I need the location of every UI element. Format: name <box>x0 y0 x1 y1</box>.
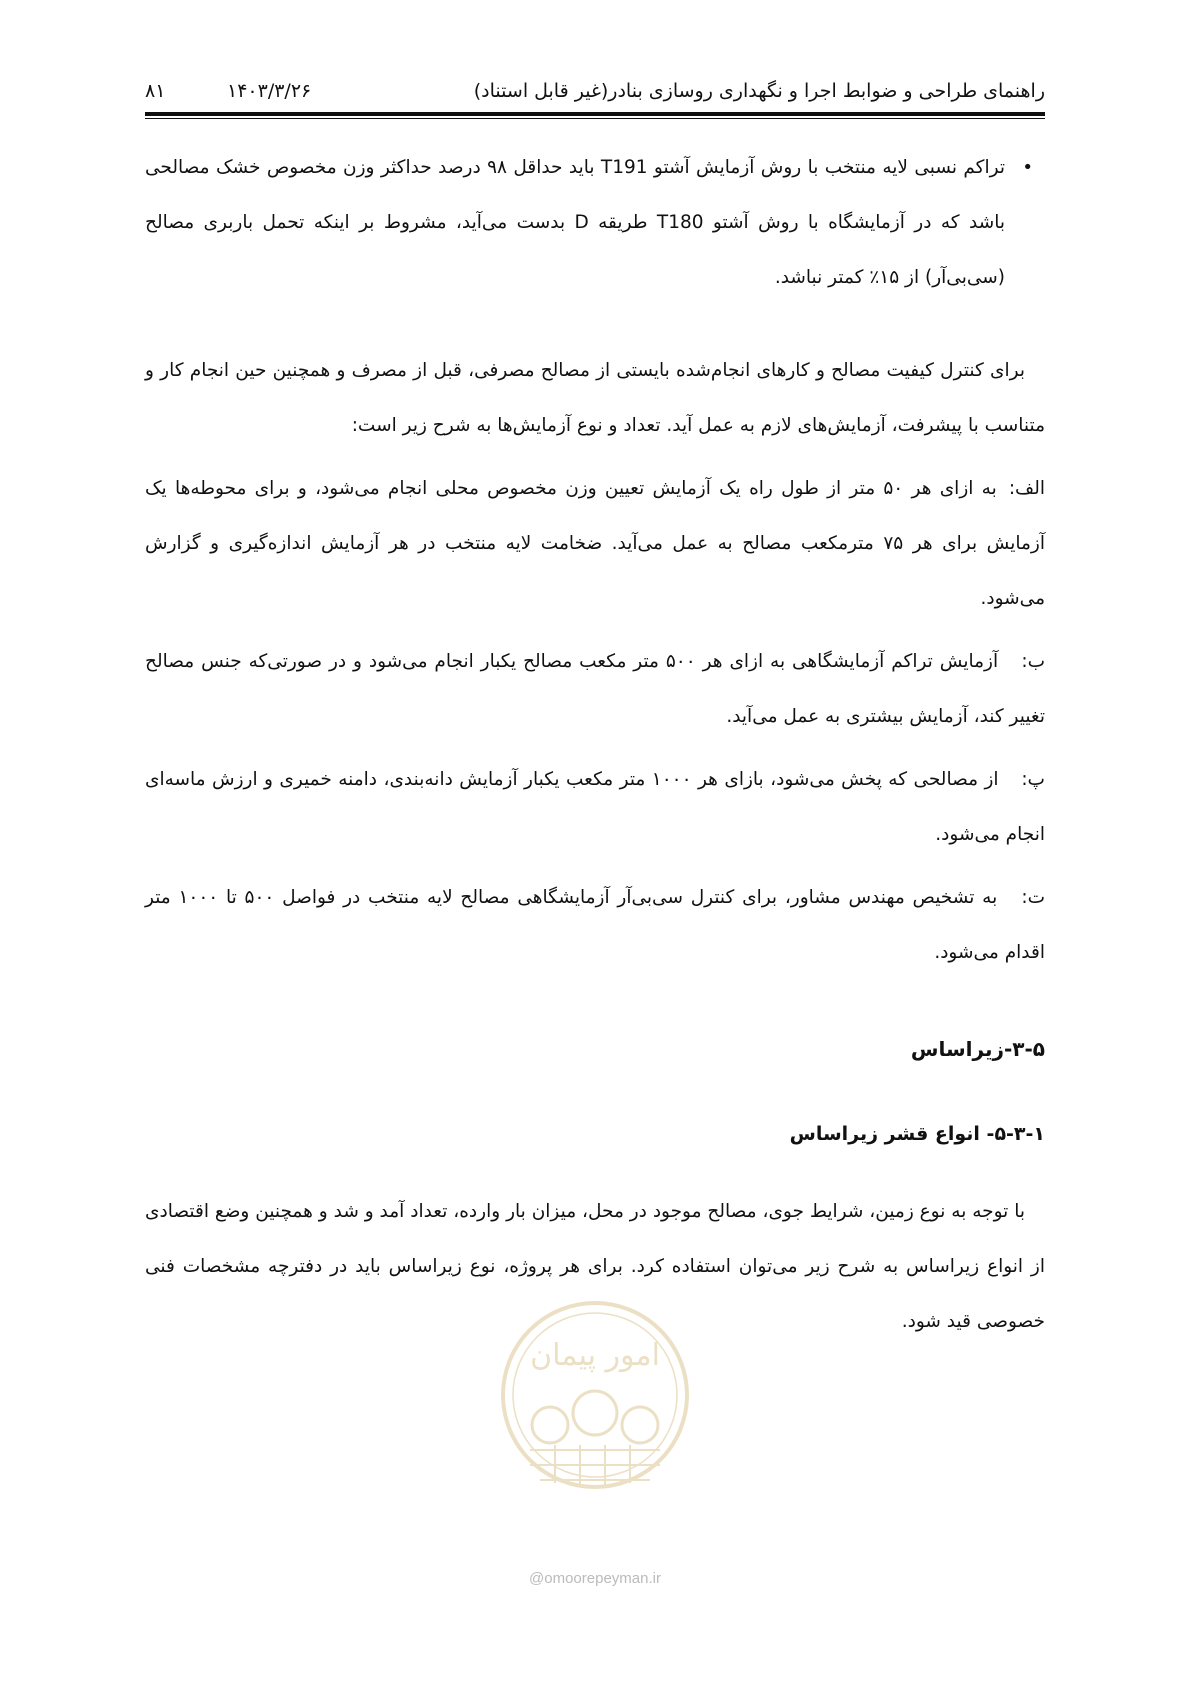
list-item <box>145 634 1045 744</box>
watermark-logo-text: امور پیمان <box>530 1338 660 1373</box>
list-item <box>145 752 1045 862</box>
list-item-label: الف: <box>1008 478 1045 499</box>
page-number: ۸۱ <box>145 80 166 102</box>
list-item-text: به تشخیص مهندس مشاور، برای کنترل سی‌بی‌آر آزمایشگاهی مصالح لایه منتخب در فواصل ۵۰۰ تا ۱۰۰۰ متر اقدام می‌شود. <box>145 887 1045 963</box>
list-item-text: به ازای هر ۵۰ متر از طول راه یک آزمایش تعیین وزن مخصوص محلی انجام می‌شود، و برای محوطه‌ها یک آزمایش برای هر ۷۵ مترمکعب مصالح به عمل می‌آید. ضخامت لایه منتخب در هر آزمایش اندازه‌گیری و گزارش می‌شود. <box>145 478 1046 609</box>
list-item-label: پ: <box>1021 769 1045 790</box>
page-header <box>145 80 1045 110</box>
section-heading: ۳-۵-زیراساس <box>910 1037 1045 1061</box>
bullet-item <box>145 140 1045 305</box>
bullet-icon: • <box>1022 157 1033 178</box>
list-item-text: آزمایش تراکم آزمایشگاهی به ازای هر ۵۰۰ متر مکعب مصالح یکبار انجام می‌شود و در صورتی‌که جنس مصالح تغییر کند، آزمایش بیشتری به عمل می‌آید. <box>145 651 1045 727</box>
list-item <box>145 870 1045 980</box>
header-rule-thick <box>145 112 1045 116</box>
watermark-logo-icon <box>495 1285 695 1515</box>
list-item-label: ت: <box>1021 887 1045 908</box>
watermark-url: @omoorepeyman.ir <box>529 1570 661 1587</box>
header-date: ۱۴۰۳/۳/۲۶ <box>227 80 312 102</box>
list-item-text: از مصالحی که پخش می‌شود، بازای هر ۱۰۰۰ متر مکعب یکبار آزمایش دانه‌بندی، دامنه خمیری و ارزش ماسه‌ای انجام می‌شود. <box>145 769 1045 845</box>
subsection-heading: ۵-۳-۱- انواع قشر زیراساس <box>789 1123 1045 1145</box>
bullet-text: تراکم نسبی لایه منتخب با روش آزمایش آشتو T191 باید حداقل ۹۸ درصد حداکثر وزن مخصوص خشک مصالحی باشد که در آزمایشگاه با روش آشتو T180 طریقه D بدست می‌آید، مشروط بر اینکه تحمل باربری مصالح (سی‌بی‌آر) از ۱۵٪ کمتر نباشد. <box>145 157 1005 288</box>
document-body <box>145 140 1045 1349</box>
list-item-label: ب: <box>1021 651 1045 672</box>
list-item <box>145 461 1045 626</box>
header-rule-thin <box>145 118 1045 119</box>
closing-paragraph: با توجه به نوع زمین، شرایط جوی، مصالح موجود در محل، میزان بار وارده، تعداد آمد و شد و همچنین وضع اقتصادی از انواع زیراساس به شرح زیر می‌توان استفاده کرد. برای هر پروژه، نوع زیراساس باید در دفترچه مشخصات فنی خصوصی قید شود. <box>145 1201 1045 1332</box>
header-title: راهنمای طراحی و ضوابط اجرا و نگهداری روسازی بنادر(غیر قابل استناد) <box>473 80 1045 102</box>
intro-paragraph: برای کنترل کیفیت مصالح و کارهای انجام‌شده بایستی از مصالح مصرفی، قبل از مصرف و همچنین حین انجام کار و متناسب با پیشرفت، آزمایش‌های لازم به عمل آید. تعداد و نوع آزمایش‌ها به شرح زیر است: <box>145 360 1045 436</box>
